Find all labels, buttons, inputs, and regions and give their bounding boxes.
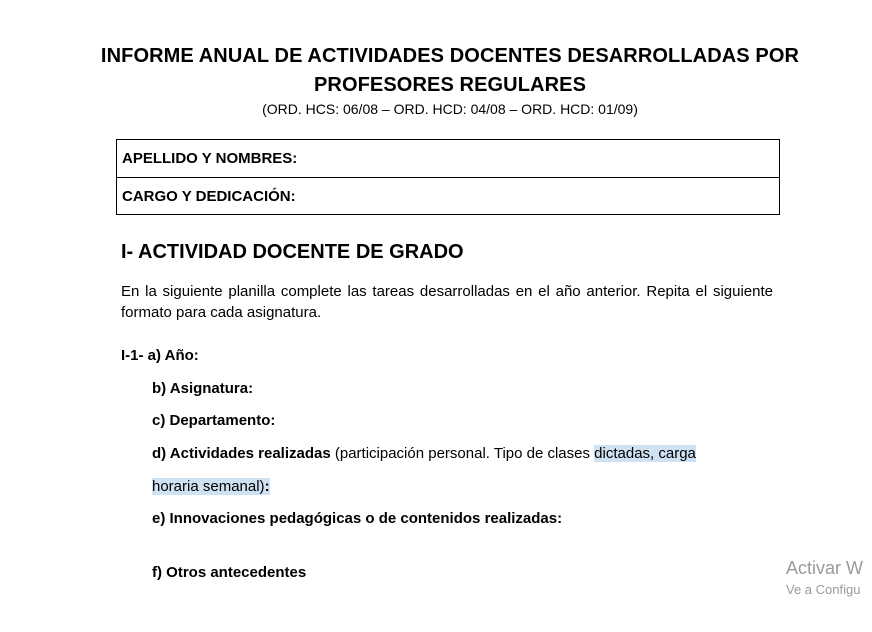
item-innovations-label: e) Innovaciones pedagógicas o de contenidos realizadas:	[152, 510, 563, 527]
item-innovations[interactable]	[152, 509, 562, 529]
document-title-line-1: INFORME ANUAL DE ACTIVIDADES DOCENTES DESARROLLADAS POR	[100, 45, 800, 67]
item-department[interactable]	[152, 411, 275, 431]
item-other-background[interactable]	[152, 563, 306, 583]
intro-paragraph: En la siguiente planilla complete las tareas desarrolladas en el año anterior. Repita el siguiente formato para cada asignatura.	[121, 283, 773, 321]
item-subject-label: b) Asignatura:	[152, 380, 254, 397]
item-subject[interactable]	[152, 379, 253, 399]
info-row-name[interactable]: APELLIDO Y NOMBRES:	[122, 150, 298, 167]
section-heading: I- ACTIVIDAD DOCENTE DE GRADO	[121, 241, 464, 263]
selected-text-2: horaria semanal)	[152, 478, 265, 495]
item-year-label: I-1- a) Año:	[121, 347, 199, 364]
document-subtitle: (ORD. HCS: 06/08 – ORD. HCD: 04/08 – ORD. HCD: 01/09)	[262, 101, 638, 117]
activation-watermark-subtitle: Ve a Configu	[786, 582, 861, 597]
item-activities-label: d) Actividades realizadas	[152, 445, 331, 462]
activation-watermark-title: Activar W	[786, 558, 864, 578]
selected-text-1: dictadas, carga	[594, 445, 696, 462]
item-activities-continued[interactable]	[152, 477, 270, 497]
item-other-label: f) Otros antecedentes	[152, 564, 307, 581]
info-row-position[interactable]: CARGO Y DEDICACIÓN:	[117, 177, 779, 214]
item-activities[interactable]	[152, 444, 696, 464]
item-department-label: c) Departamento:	[152, 412, 276, 429]
document-title-line-2: PROFESORES REGULARES	[313, 74, 587, 96]
item-activities-detail: (participación personal. Tipo de clases	[330, 445, 595, 462]
info-table	[116, 139, 780, 215]
item-year[interactable]	[121, 346, 199, 366]
item-activities-colon: :	[264, 478, 270, 495]
